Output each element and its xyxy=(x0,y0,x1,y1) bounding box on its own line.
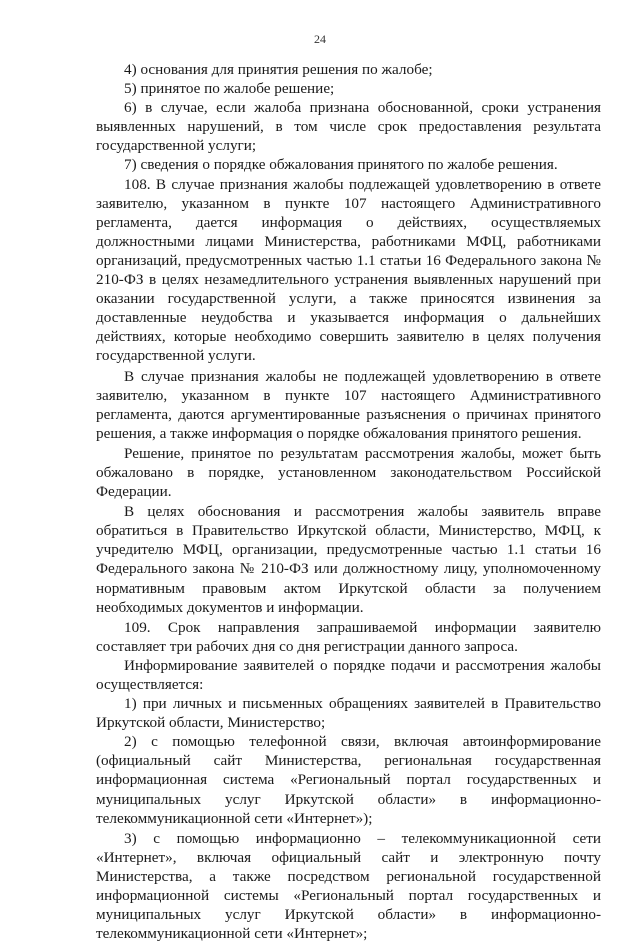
paragraph-method-1: 1) при личных и письменных обращениях заявителей в Правительство Иркутской области, Министерство; xyxy=(96,695,601,732)
paragraph-justification: В целях обоснования и рассмотрения жалобы заявитель вправе обратиться в Правительство Иркутской области, Министерство, МФЦ, к учредителю МФЦ, организации, предусмотренные частью 1.1 статьи 16 Федерального закона № 210-ФЗ или должностному лицу, уполномоченному нормативным правовым актом Иркутской области за получением необходимых документов и информации. xyxy=(96,503,601,616)
document-body xyxy=(96,60,601,943)
paragraph-item-4: 4) основания для принятия решения по жалобе; xyxy=(124,61,433,78)
paragraph-informing: Информирование заявителей о порядке подачи и рассмотрения жалобы осуществляется: xyxy=(96,656,601,693)
page-number: 24 xyxy=(314,32,326,46)
paragraph-clause-108: 108. В случае признания жалобы подлежащей удовлетворению в ответе заявителю, указанном в пункте 107 настоящего Административного регламента, дается информация о действиях, осуществляемых должностными лицами Министерства, работниками МФЦ, работниками организаций, предусмотренных частью 1.1 статьи 16 Федерального закона № 210-ФЗ в целях незамедлительного устранения выявленных нарушений при оказании государственной услуги, а также приносятся извинения за доставленные неудобства и указывается информация о дальнейших действиях, которые необходимо совершить заявителю в целях получения государственной услуги. xyxy=(96,175,601,365)
paragraph-item-6: 6) в случае, если жалоба признана обоснованной, сроки устранения выявленных нарушений, в том числе срок предоставления результата государственной услуги; xyxy=(96,99,601,155)
paragraph-item-7: 7) сведения о порядке обжалования принятого по жалобе решения. xyxy=(124,156,558,174)
paragraph-rejection-case: В случае признания жалобы не подлежащей удовлетворению в ответе заявителю, указанном в пункте 107 настоящего Административного регламента, даются аргументированные разъяснения о причинах принятого решения, а также информация о порядке обжалования принятого решения. xyxy=(96,367,601,442)
paragraph-method-3: 3) с помощью информационно – телекоммуникационной сети «Интернет», включая официальный сайт и электронную почту Министерства, а также посредством региональной государственной информационной системы «Региональный портал государственных и муниципальных услуг Иркутской области» в информационно-телекоммуникационной сети «Интернет»; xyxy=(96,829,601,943)
paragraph-item-5: 5) принятое по жалобе решение; xyxy=(124,80,335,98)
paragraph-appeal: Решение, принятое по результатам рассмотрения жалобы, может быть обжаловано в порядке, установленном законодательством Российской Федерации. xyxy=(96,444,601,501)
paragraph-clause-109: 109. Срок направления запрашиваемой информации заявителю составляет три рабочих дня со дня регистрации данного запроса. xyxy=(96,618,601,655)
paragraph-method-2: 2) с помощью телефонной связи, включая автоинформирование (официальный сайт Министерства, региональная государственная информационная система «Региональный портал государственных и муниципальных услуг Иркутской области» в информационно-телекоммуникационной сети «Интернет»); xyxy=(96,733,601,827)
